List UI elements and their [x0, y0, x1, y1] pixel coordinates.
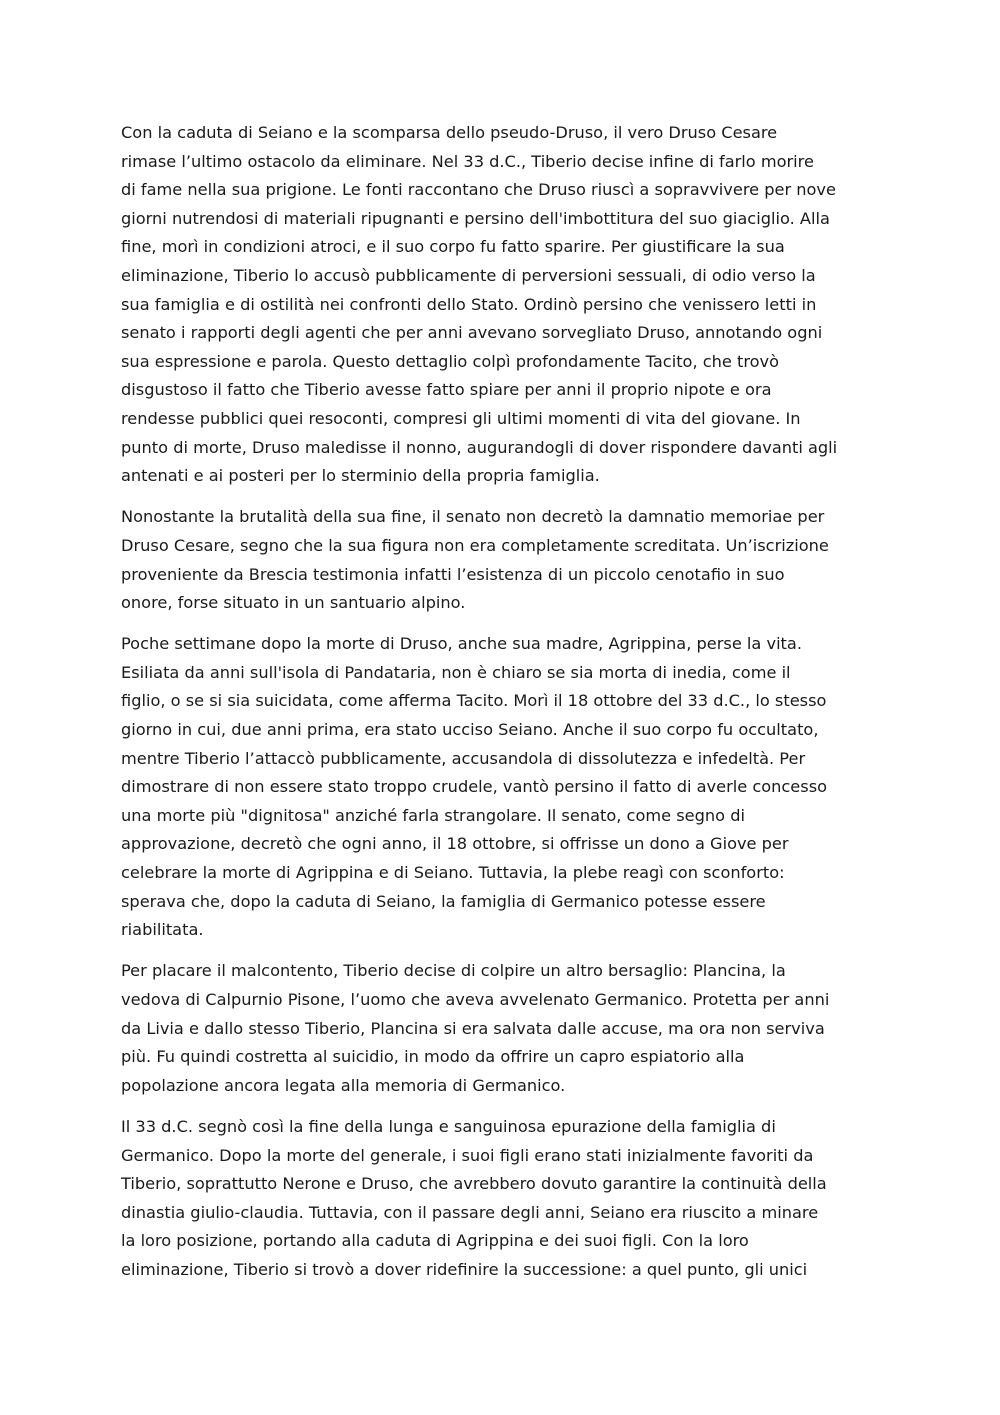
text-line: giorno in cui, due anni prima, era stato ucciso Seiano. Anche il suo corpo fu occultato,: [121, 720, 819, 740]
text-line: Per placare il malcontento, Tiberio decise di colpire un altro bersaglio: Plancina, la: [121, 961, 786, 981]
text-line: giorni nutrendosi di materiali ripugnanti e persino dell'imbottitura del suo giaciglio. Alla: [121, 208, 830, 228]
text-line: eliminazione, Tiberio si trovò a dover ridefinire la successione: a quel punto, gli unici: [121, 1259, 808, 1279]
text-line: rendesse pubblici quei resoconti, compresi gli ultimi momenti di vita del giovane. In: [121, 408, 801, 428]
text-line: Poche settimane dopo la morte di Druso, anche sua madre, Agrippina, perse la vita.: [121, 634, 802, 654]
text-line: fine, morì in condizioni atroci, e il suo corpo fu fatto sparire. Per giustificare la sua: [121, 237, 785, 257]
text-line: riabilitata.: [121, 920, 204, 940]
text-line: dinastia giulio-claudia. Tuttavia, con il passare degli anni, Seiano era riuscito a minare: [121, 1202, 819, 1222]
text-line: mentre Tiberio l’attaccò pubblicamente, accusandola di dissolutezza e infedeltà. Per: [121, 748, 806, 768]
text-line: sua famiglia e di ostilità nei confronti dello Stato. Ordinò persino che venissero letti in: [121, 294, 817, 314]
document-body: [121, 119, 881, 1297]
text-line: eliminazione, Tiberio lo accusò pubblicamente di perversioni sessuali, di odio verso la: [121, 265, 816, 285]
text-line: Con la caduta di Seiano e la scomparsa dello pseudo-Druso, il vero Druso Cesare: [121, 123, 778, 142]
text-line: rimase l’ultimo ostacolo da eliminare. Nel 33 d.C., Tiberio decise infine di farlo morire: [121, 151, 814, 171]
text-line: disgustoso il fatto che Tiberio avesse fatto spiare per anni il proprio nipote e ora: [121, 380, 772, 400]
text-line: da Livia e dallo stesso Tiberio, Plancina si era salvata dalle accuse, ma ora non serviva: [121, 1018, 825, 1038]
text-line: figlio, o se si sia suicidata, come afferma Tacito. Morì il 18 ottobre del 33 d.C., lo stesso: [121, 691, 827, 711]
text-line: Nonostante la brutalità della sua fine, il senato non decretò la damnatio memoriae per: [121, 507, 825, 527]
text-line: vedova di Calpurnio Pisone, l’uomo che aveva avvelenato Germanico. Protetta per anni: [121, 990, 830, 1009]
text-line: una morte più "dignitosa" anziché farla strangolare. Il senato, come segno di: [121, 805, 745, 825]
text-line: sperava che, dopo la caduta di Seiano, la famiglia di Germanico potesse essere: [121, 891, 766, 911]
paragraph-2: [121, 503, 881, 617]
text-line: Germanico. Dopo la morte del generale, i suoi figli erano stati inizialmente favoriti da: [121, 1145, 814, 1165]
text-line: approvazione, decretò che ogni anno, il 18 ottobre, si offrisse un dono a Giove per: [121, 834, 789, 854]
text-line: proveniente da Brescia testimonia infatti l’esistenza di un piccolo cenotafio in suo: [121, 564, 785, 584]
paragraph-5: [121, 1113, 881, 1285]
text-line: più. Fu quindi costretta al suicidio, in modo da offrire un capro espiatorio alla: [121, 1047, 745, 1067]
text-line: Tiberio, soprattutto Nerone e Druso, che avrebbero dovuto garantire la continuità della: [121, 1174, 827, 1194]
text-line: Il 33 d.C. segnò così la fine della lunga e sanguinosa epurazione della famiglia di: [121, 1116, 776, 1136]
text-line: onore, forse situato in un santuario alpino.: [121, 593, 466, 613]
text-line: la loro posizione, portando alla caduta di Agrippina e dei suoi figli. Con la loro: [121, 1231, 749, 1251]
text-line: Druso Cesare, segno che la sua figura non era completamente screditata. Un’iscrizione: [121, 535, 829, 555]
text-line: di fame nella sua prigione. Le fonti raccontano che Druso riuscì a sopravvivere per nove: [121, 180, 836, 200]
text-line: sua espressione e parola. Questo dettaglio colpì profondamente Tacito, che trovò: [121, 351, 780, 371]
paragraph-4: [121, 957, 881, 1100]
text-line: Esiliata da anni sull'isola di Pandataria, non è chiaro se sia morta di inedia, come il: [121, 662, 791, 682]
text-line: punto di morte, Druso maledisse il nonno, augurandogli di dover rispondere davanti agli: [121, 437, 838, 457]
text-line: celebrare la morte di Agrippina e di Seiano. Tuttavia, la plebe reagì con sconforto:: [121, 863, 785, 883]
paragraph-3: [121, 630, 881, 945]
text-line: popolazione ancora legata alla memoria di Germanico.: [121, 1075, 566, 1095]
text-line: senato i rapporti degli agenti che per anni avevano sorvegliato Druso, annotando ogni: [121, 323, 823, 343]
text-line: antenati e ai posteri per lo sterminio della propria famiglia.: [121, 466, 600, 486]
paragraph-1: [121, 119, 881, 491]
text-line: dimostrare di non essere stato troppo crudele, vantò persino il fatto di averle concesso: [121, 777, 828, 797]
